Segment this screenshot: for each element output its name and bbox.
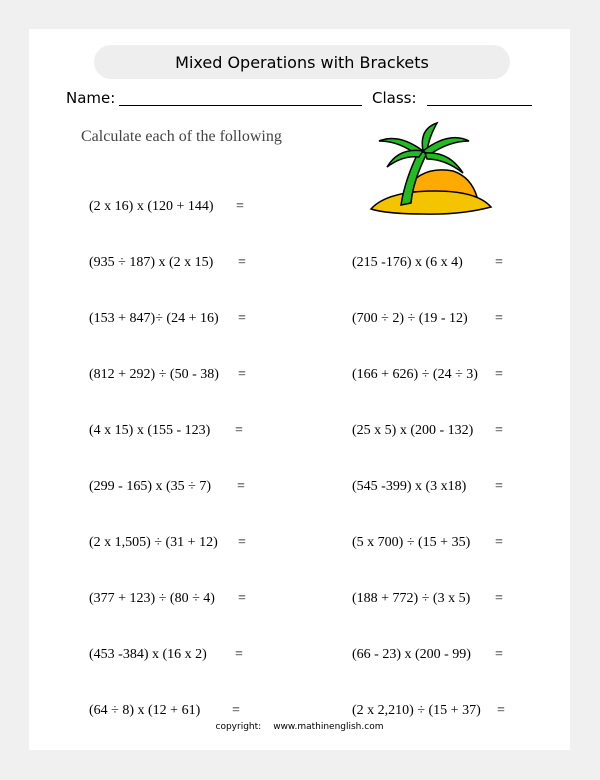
equals-sign: = xyxy=(237,479,245,494)
equals-sign: = xyxy=(495,647,503,662)
equals-sign: = xyxy=(495,591,503,606)
class-label: Class: xyxy=(372,89,417,107)
problem-left-5: (4 x 15) x (155 - 123) xyxy=(89,423,211,438)
name-answer-line[interactable] xyxy=(119,105,362,106)
equals-sign: = xyxy=(235,647,243,662)
equals-sign: = xyxy=(495,535,503,550)
worksheet-page xyxy=(29,29,570,750)
equals-sign: = xyxy=(495,367,503,382)
worksheet-title-text: Mixed Operations with Brackets xyxy=(175,52,429,72)
problem-right-8: (66 - 23) x (200 - 99) xyxy=(352,647,471,662)
equals-sign: = xyxy=(238,591,246,606)
worksheet-title xyxy=(94,45,510,79)
problem-left-10: (64 ÷ 8) x (12 + 61) xyxy=(89,703,201,718)
problem-left-9: (453 -384) x (16 x 2) xyxy=(89,647,207,662)
problem-left-7: (2 x 1,505) ÷ (31 + 12) xyxy=(89,535,218,550)
problem-left-8: (377 + 123) ÷ (80 ÷ 4) xyxy=(89,591,215,606)
equals-sign: = xyxy=(236,199,244,214)
equals-sign: = xyxy=(495,423,503,438)
equals-sign: = xyxy=(232,703,240,718)
name-label: Name: xyxy=(66,89,116,107)
equals-sign: = xyxy=(497,703,505,718)
problem-right-6: (5 x 700) ÷ (15 + 35) xyxy=(352,535,471,550)
equals-sign: = xyxy=(495,479,503,494)
equals-sign: = xyxy=(238,311,246,326)
equals-sign: = xyxy=(495,311,503,326)
problem-left-4: (812 + 292) ÷ (50 - 38) xyxy=(89,367,219,382)
equals-sign: = xyxy=(495,255,503,270)
equals-sign: = xyxy=(235,423,243,438)
copyright-label: copyright: xyxy=(215,722,262,732)
equals-sign: = xyxy=(238,535,246,550)
footer xyxy=(29,722,570,732)
equals-sign: = xyxy=(238,255,246,270)
equals-sign: = xyxy=(238,367,246,382)
problem-right-1: (215 -176) x (6 x 4) xyxy=(352,255,463,270)
problem-right-3: (166 + 626) ÷ (24 ÷ 3) xyxy=(352,367,478,382)
problem-left-3: (153 + 847)÷ (24 + 16) xyxy=(89,311,219,326)
problem-left-2: (935 ÷ 187) x (2 x 15) xyxy=(89,255,214,270)
palm-island-icon xyxy=(365,121,493,217)
problem-left-1: (2 x 16) x (120 + 144) xyxy=(89,199,214,214)
class-answer-line[interactable] xyxy=(427,105,532,106)
problem-right-7: (188 + 772) ÷ (3 x 5) xyxy=(352,591,471,606)
problem-left-6: (299 - 165) x (35 ÷ 7) xyxy=(89,479,211,494)
problem-right-9: (2 x 2,210) ÷ (15 + 37) xyxy=(352,703,481,718)
problem-right-5: (545 -399) x (3 x18) xyxy=(352,479,467,494)
problem-right-2: (700 ÷ 2) ÷ (19 - 12) xyxy=(352,311,468,326)
problem-right-4: (25 x 5) x (200 - 132) xyxy=(352,423,474,438)
site-link[interactable]: www.mathinenglish.com xyxy=(273,722,384,732)
instruction-text: Calculate each of the following xyxy=(81,128,282,145)
